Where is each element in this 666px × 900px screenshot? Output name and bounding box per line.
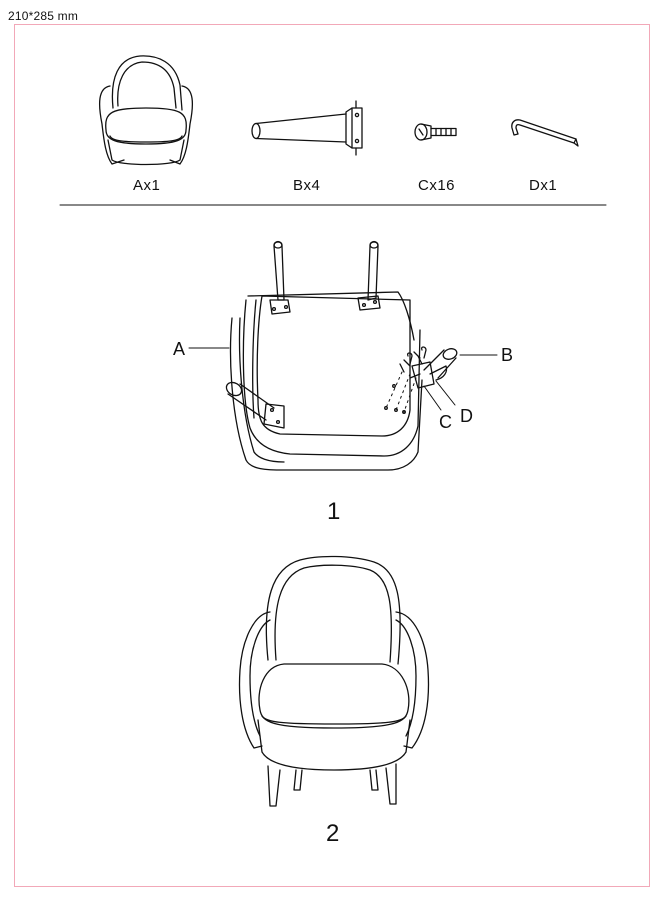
- step-two-diagram: [240, 556, 429, 806]
- callout-d: D: [460, 406, 473, 426]
- step-number-one: 1: [327, 498, 341, 525]
- step-one-diagram: [189, 242, 497, 471]
- chair-seat-part-icon: [100, 56, 193, 165]
- leg-part-label: Bx4: [293, 177, 321, 194]
- chair-seat-part-label: Ax1: [133, 177, 161, 194]
- callout-b: B: [501, 345, 514, 365]
- page-size-label: 210*285 mm: [8, 9, 79, 23]
- allen-key-part-icon: [512, 120, 578, 146]
- callout-c: C: [439, 412, 452, 432]
- bolt-part-icon: [415, 124, 456, 140]
- leg-part-icon: [252, 101, 362, 155]
- callout-a: A: [173, 339, 186, 359]
- allen-key-part-label: Dx1: [529, 177, 558, 194]
- step-number-two: 2: [326, 820, 340, 847]
- bolt-part-label: Cx16: [418, 177, 456, 194]
